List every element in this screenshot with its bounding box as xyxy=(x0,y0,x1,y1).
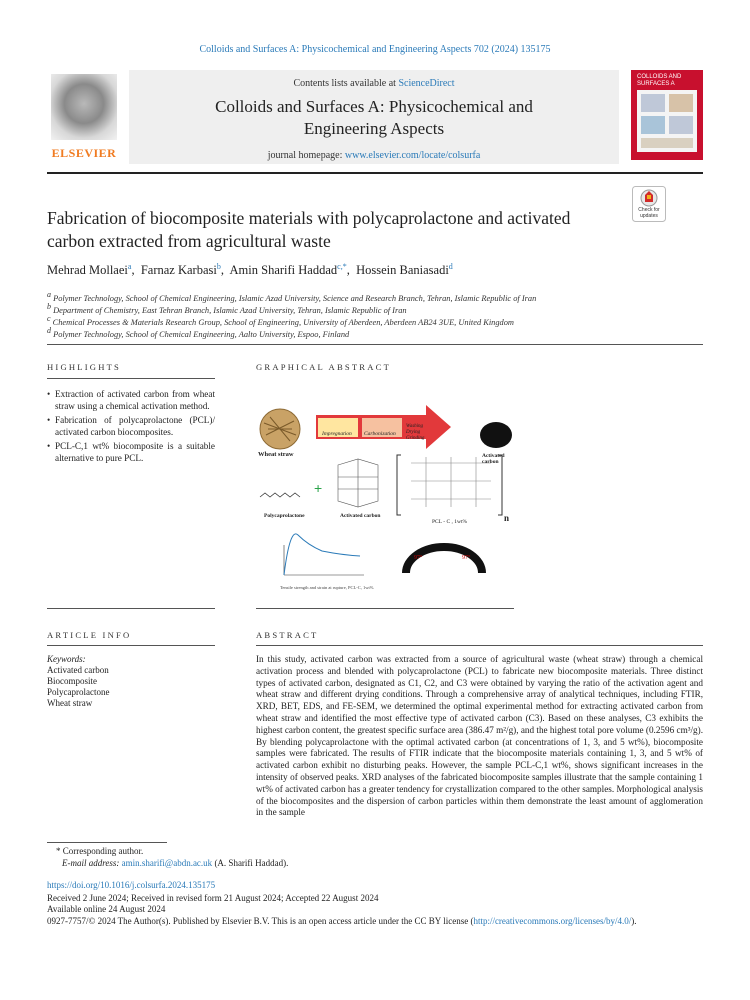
masthead-banner xyxy=(129,70,619,164)
ga-curve-caption: Tensile strength and strain at rupture, PCL-C, 1wt% xyxy=(280,585,374,590)
author-3[interactable]: Amin Sharifi Haddad$^{c,*}$ xyxy=(229,262,347,278)
journal-reference[interactable]: Colloids and Surfaces A: Physicochemical and Engineering Aspects 702 (2024) 135175 xyxy=(199,44,551,55)
ga-label-composite: PCL - C , 1wt% xyxy=(432,519,468,525)
highlight-item: • Extraction of activated carbon from wheat straw using a chemical activation method. xyxy=(47,388,215,412)
publisher-name: ELSEVIER xyxy=(51,146,117,160)
graphical-abstract-heading: GRAPHICAL ABSTRACT xyxy=(256,362,392,372)
license-suffix: ). xyxy=(631,916,637,926)
ga-label-n: n xyxy=(504,513,510,523)
email-link[interactable]: amin.sharifi@abdn.ac.uk xyxy=(121,857,213,868)
highlights-bottom-rule xyxy=(47,608,215,609)
doi-link[interactable]: https://doi.org/10.1016/j.colsurfa.2024.135175 xyxy=(47,880,216,890)
sciencedirect-link[interactable]: ScienceDirect xyxy=(398,78,455,89)
plus-sign: + xyxy=(314,480,323,496)
ga-label-impregnation: Impregnation xyxy=(322,431,352,437)
ga-angle-right: 97° xyxy=(462,555,471,561)
keywords-list xyxy=(47,654,109,709)
email-suffix: (A. Sharifi Haddad). xyxy=(212,857,289,868)
cover-title: COLLOIDS AND SURFACES A xyxy=(637,74,682,87)
license-line xyxy=(47,916,637,926)
contents-line xyxy=(129,78,619,89)
homepage-link[interactable]: www.elsevier.com/locate/colsurfa xyxy=(344,150,481,161)
affiliations-rule xyxy=(47,344,703,345)
affiliation-c: $^c$ Chemical Processes & Materials Research Group, School of Engineering, University of Aberdeen, Aberdeen AB24 3UE, United Kingdom xyxy=(47,314,514,327)
composite-structure xyxy=(411,457,491,507)
highlight-item: • Fabrication of polycaprolactone (PCL)/ activated carbon biocomposites. xyxy=(47,414,215,438)
ga-label-activated-carbon: Activated carbon xyxy=(340,513,381,519)
ga-label-activated-carbon-top: Activated carbon xyxy=(482,453,505,465)
ga-label-polycaprolactone: Polycaprolactone xyxy=(264,513,305,519)
asterisk: * xyxy=(56,846,63,856)
author-4[interactable]: Hossein Baniasadi$^d$ xyxy=(356,262,453,278)
elsevier-logo[interactable] xyxy=(47,70,121,162)
keywords-label: Keywords: xyxy=(47,654,86,664)
keyword-item: Polycaprolactone xyxy=(47,687,110,697)
ga-label-carbonization: Carbonization xyxy=(364,431,396,437)
journal-title-line2: Engineering Aspects xyxy=(303,119,445,138)
highlights-heading: HIGHLIGHTS xyxy=(47,362,122,372)
ga-label-wheat-straw: Wheat straw xyxy=(258,451,294,458)
highlights-list xyxy=(47,388,215,466)
keyword-item: Wheat straw xyxy=(47,698,93,708)
article-title-line1: Fabrication of biocomposite materials with polycaprolactone and activated xyxy=(47,208,571,228)
article-dates xyxy=(47,893,378,915)
cover-artwork xyxy=(637,90,697,152)
abstract-heading: ABSTRACT xyxy=(256,630,319,640)
homepage-prefix: journal homepage: xyxy=(267,150,345,161)
header-rule xyxy=(47,172,703,174)
corresponding-label: Corresponding author. xyxy=(62,846,144,856)
journal-title-line1: Colloids and Surfaces A: Physicochemical and xyxy=(215,97,533,116)
affiliation-b: $^b$ Department of Chemistry, East Tehran Branch, Islamic Azad University, Tehran, Islamic Republic of Iran xyxy=(47,302,407,315)
author-list: Mehrad Mollaei$^a$, Farnaz Karbasi$^b$, Amin Sharifi Haddad$^{c,*}$, Hossein Baniasadi$^d$ xyxy=(47,262,453,278)
activated-carbon-image xyxy=(480,422,512,448)
article-info-rule xyxy=(47,645,215,646)
abstract-text: In this study, activated carbon was extracted from a source of agricultural waste (wheat straw) through a chemical activation process and blended with polycaprolactone (PCL) to fabricate new biocomposite materials. Three distinct types of activated carbon, designated as C1, C2, and C3 were obtained by varying the ratio of the activation agent and wheat straw and different drying conditions. Through a comprehensive array of analytical techniques, including FTIR, XRD, BET, EDS, and FE-SEM, we determined the optimal experimental method for extracting activated carbon from wheat straw and identified the most effective type of activated carbon (C3). Based on these analyses, C3 exhibits the highest carbon content, the greatest specific surface area (386.47 m²/g), and the highest total pore volume (0.2596 cm³/g). By blending polycaprolactone with the optimal activated carbon (at concentrations of 1, 3, and 5 wt%), biocomposite samples were fabricated. The results of FTIR indicate that the biocomposite materials containing 1, 3, and 5 wt% of activated carbon exhibit no disturbing peaks. However, the sample PCL-C,1 wt%, shows significant increases in the intensity of observed peaks. XRD analyses of the fabricated biocomposite samples illustrate that the sample containing 1 wt% of activated carbon has a greater tendency for crystallization compared to the other samples. Morphological analysis of the biocomposites and the dispersion of carbon particles within them demonstrate the least amount of agglomeration in the sample xyxy=(256,654,703,818)
article-title xyxy=(47,207,627,253)
highlight-item: • PCL-C,1 wt% biocomposite is a suitable alternative to pure PCL. xyxy=(47,440,215,464)
journal-cover-thumbnail[interactable] xyxy=(631,70,703,160)
article-info-heading: ARTICLE INFO xyxy=(47,630,132,640)
homepage-line xyxy=(129,150,619,161)
check-updates-label: Check for updates xyxy=(638,207,660,219)
check-for-updates-button[interactable] xyxy=(632,186,666,222)
stress-strain-curve xyxy=(284,534,360,575)
pcl-structure xyxy=(260,493,300,497)
corresponding-author-footnote xyxy=(56,846,288,869)
affiliation-a: $^a$ Polymer Technology, School of Chemical Engineering, Islamic Azad University, Science and Research Branch, Tehran, Islamic Republic of Iran xyxy=(47,290,537,303)
ga-angle-left: 97° xyxy=(414,555,423,561)
elsevier-tree-icon xyxy=(51,74,117,140)
received-dates: Received 2 June 2024; Received in revised form 21 August 2024; Accepted 22 August 2024 xyxy=(47,893,379,903)
license-link[interactable]: http://creativecommons.org/licenses/by/4.0/ xyxy=(473,916,632,926)
highlights-rule xyxy=(47,378,215,379)
journal-title xyxy=(129,96,619,140)
license-prefix: 0927-7757/© 2024 The Author(s). Published by Elsevier B.V. This is an open access article under the CC BY license ( xyxy=(47,916,474,926)
article-title-line2: carbon extracted from agricultural waste xyxy=(47,231,331,251)
graphical-abstract-figure[interactable] xyxy=(256,395,514,603)
ga-bottom-rule xyxy=(256,608,514,609)
available-online-date: Available online 24 August 2024 xyxy=(47,904,166,914)
footnote-rule xyxy=(47,842,167,843)
abstract-rule xyxy=(256,645,703,646)
author-1[interactable]: Mehrad Mollaei$^a$ xyxy=(47,262,132,278)
email-label: E-mail address: xyxy=(62,857,122,868)
keyword-item: Biocomposite xyxy=(47,676,97,686)
contents-prefix: Contents lists available at xyxy=(293,78,399,89)
author-2[interactable]: Farnaz Karbasi$^b$ xyxy=(140,262,221,278)
carbon-lattice xyxy=(338,459,378,507)
journal-masthead xyxy=(47,70,703,164)
keyword-item: Activated carbon xyxy=(47,665,109,675)
affiliation-d: $^d$ Polymer Technology, School of Chemical Engineering, Aalto University, Espoo, Finland xyxy=(47,326,350,339)
ga-label-washing: Washing Drying Grinding xyxy=(406,424,425,441)
